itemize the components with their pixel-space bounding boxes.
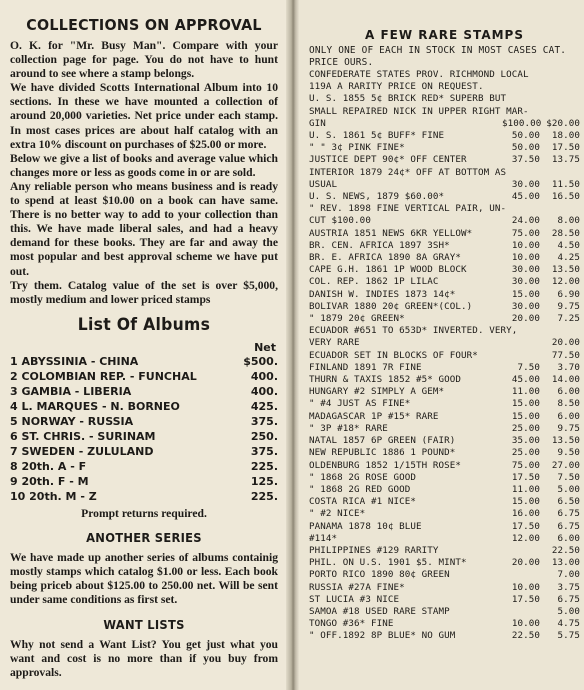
stamp-our-price: 8.50	[557, 398, 580, 410]
stamp-row	[309, 69, 580, 81]
stamp-our-price: 14.00	[551, 374, 580, 386]
stamp-description: OLDENBURG 1852 1/15TH ROSE*	[309, 459, 462, 471]
stamp-catalog-price: 15.00	[511, 410, 540, 422]
album-name: 3 GAMBIA - LIBERIA	[10, 384, 132, 398]
stamp-our-price: 9.75	[557, 300, 580, 312]
stamp-our-price: 28.50	[551, 227, 580, 239]
stamp-description: INTERIOR 1879 24¢* OFF AT BOTTOM AS	[309, 166, 507, 178]
stamp-our-price: 27.00	[551, 459, 580, 471]
stamp-row	[309, 337, 580, 349]
album-price: $500.	[243, 354, 278, 368]
stamp-description: " #2 NICE*	[309, 508, 366, 520]
prompt-note: Prompt returns required.	[81, 506, 207, 520]
stamp-list	[309, 69, 580, 643]
stamp-catalog-price: 30.00	[511, 264, 540, 276]
stamp-row	[309, 362, 580, 374]
stamp-row	[309, 130, 580, 142]
stamp-description: SAMOA #18 USED RARE STAMP	[309, 605, 450, 617]
stamp-description: " #4 JUST AS FINE*	[309, 398, 411, 410]
stamp-our-price: 3.70	[557, 361, 580, 373]
stamp-row	[309, 203, 580, 215]
stamp-our-price: 9.75	[557, 422, 580, 434]
stamp-catalog-price: 7.50	[517, 361, 540, 373]
collections-heading: COLLECTIONS ON APPROVAL	[26, 16, 262, 34]
album-row	[10, 384, 278, 399]
stamp-row	[309, 142, 580, 154]
stamp-our-price: 22.50	[551, 544, 580, 556]
stamp-catalog-price	[502, 569, 540, 581]
try-them-paragraph: Try them. Catalog value of the set is over $5,000, mostly medium and lower priced stamps	[10, 278, 278, 306]
stamp-catalog-price: 17.50	[511, 520, 540, 532]
stamp-row	[309, 594, 580, 606]
album-price: 225.	[250, 489, 278, 503]
stamp-our-price: 6.00	[557, 532, 580, 544]
stamp-description: BOLIVAR 1880 20¢ GREEN*(COL.)	[309, 300, 473, 312]
stamp-our-price: 7.25	[557, 313, 580, 325]
stamp-description: GIN	[309, 117, 326, 129]
stamp-catalog-price: 15.00	[511, 496, 540, 508]
stamp-our-price: 12.00	[551, 276, 580, 288]
stamp-catalog-price: 10.00	[511, 239, 540, 251]
stamp-catalog-price: 45.00	[511, 374, 540, 386]
album-name: 4 L. MARQUES - N. BORNEO	[10, 399, 180, 413]
stamp-description: PHIL. ON U.S. 1901 $5. MINT*	[309, 557, 467, 569]
stamp-catalog-price	[529, 69, 554, 81]
stamp-catalog-price: 10.00	[511, 581, 540, 593]
album-row	[10, 399, 278, 414]
stamp-our-price: 6.75	[557, 593, 580, 605]
stamp-description: " 1868 2G ROSE GOOD	[309, 471, 416, 483]
series-paragraph: We have made up another series of albums containig mostly stamps which catalog $1.00 or less. Each book being priceb about $125.00 to 250.00 net. Will be sent under same conditions as first set.	[10, 550, 278, 607]
stamp-description: PANAMA 1878 10¢ BLUE	[309, 520, 422, 532]
stamp-row	[309, 484, 580, 496]
stamp-our-price: 13.75	[551, 154, 580, 166]
stamp-our-price: 7.00	[557, 569, 580, 581]
stamp-our-price: 5.00	[557, 483, 580, 495]
albums-paragraph: We have divided Scotts International Album into 10 sections. In these we have mounted a collection of around 20,000 varieties. Net price under each stamp. In most cases prices are about half catalog with an extra 10% discount on purchases of $25.00 or more.	[10, 81, 278, 151]
stamp-description: FINLAND 1891 7R FINE	[309, 361, 422, 373]
stamp-row	[309, 533, 580, 545]
stamp-description: PHILIPPINES #129 RARITY	[309, 544, 439, 556]
stamp-row	[309, 240, 580, 252]
stamp-catalog-price: 10.00	[511, 252, 540, 264]
stamp-row	[309, 582, 580, 594]
left-page	[0, 0, 286, 690]
album-row	[10, 429, 278, 444]
stamp-catalog-price	[506, 203, 542, 215]
stamp-description: CAPE G.H. 1861 1P WOOD BLOCK	[309, 264, 467, 276]
stamp-description: VERY RARE	[309, 337, 360, 349]
album-price: 125.	[250, 474, 278, 488]
stamp-catalog-price: 20.00	[511, 557, 540, 569]
stamp-our-price: 77.50	[551, 349, 580, 361]
stamp-our-price: 13.50	[551, 435, 580, 447]
net-label: Net	[254, 340, 276, 354]
stamp-description: U. S. NEWS, 1879 $60.00*	[309, 191, 445, 203]
stamp-row	[309, 460, 580, 472]
album-price: 375.	[250, 414, 278, 428]
stamp-description: BR. E. AFRICA 1890 8A GRAY*	[309, 252, 462, 264]
stamp-row	[309, 557, 580, 569]
stamp-description: COSTA RICA #1 NICE*	[309, 496, 416, 508]
stamp-row	[309, 350, 580, 362]
stamp-row	[309, 386, 580, 398]
album-price: 400.	[250, 384, 278, 398]
albums-list	[10, 341, 278, 504]
stamp-row	[309, 411, 580, 423]
stamp-description: " 3P #18* RARE	[309, 422, 388, 434]
stamp-catalog-price: 25.00	[511, 447, 540, 459]
book-gutter	[286, 0, 299, 690]
stamp-our-price: 11.50	[551, 178, 580, 190]
stamp-our-price	[542, 203, 580, 215]
album-name: 9 20th. F - M	[10, 474, 89, 488]
stamp-catalog-price: 17.50	[511, 471, 540, 483]
stamp-row	[309, 374, 580, 386]
album-price: 225.	[250, 459, 278, 473]
stamp-catalog-price	[506, 93, 542, 105]
want-lists-heading: WANT LISTS	[103, 617, 185, 633]
stamp-our-price: 6.75	[557, 508, 580, 520]
stamp-row	[309, 398, 580, 410]
stamp-description: BR. CEN. AFRICA 1897 3SH*	[309, 239, 450, 251]
stamp-catalog-price	[517, 325, 548, 337]
stamp-our-price: 5.00	[557, 605, 580, 617]
album-price: 375.	[250, 444, 278, 458]
books-paragraph: Below we give a list of books and average value which changes more or less as goods come in or are sold.	[10, 151, 278, 179]
stamp-row	[309, 106, 580, 118]
album-name: 1 ABYSSINIA - CHINA	[10, 354, 139, 368]
stamp-row	[309, 252, 580, 264]
want-lists-paragraph: Why not send a Want List? You get just what you want and cost is no more than if you buy from approvals.	[10, 638, 278, 680]
stamp-row	[309, 472, 580, 484]
stamp-description: JUSTICE DEPT 90¢* OFF CENTER	[309, 154, 467, 166]
stamp-row	[309, 630, 580, 642]
rare-stamps-intro: ONLY ONE OF EACH IN STOCK IN MOST CASES CAT. PRICE OURS.	[309, 45, 567, 68]
stamp-our-price: 7.50	[557, 471, 580, 483]
stamp-our-price: 8.00	[557, 215, 580, 227]
stamp-our-price: 6.75	[557, 520, 580, 532]
stamp-our-price	[540, 81, 580, 93]
stamp-catalog-price: 16.00	[511, 508, 540, 520]
stamp-description: NEW REPUBLIC 1886 1 POUND*	[309, 447, 456, 459]
stamp-catalog-price: 50.00	[511, 142, 540, 154]
stamp-description: " OFF.1892 8P BLUE* NO GUM	[309, 630, 456, 642]
album-name: 8 20th. A - F	[10, 459, 87, 473]
stamp-catalog-price: 25.00	[511, 422, 540, 434]
stamp-row	[309, 325, 580, 337]
stamp-catalog-price: 45.00	[511, 191, 540, 203]
stamp-our-price: 17.50	[551, 142, 580, 154]
stamp-our-price: $20.00	[546, 117, 580, 129]
stamp-catalog-price: 15.00	[511, 398, 540, 410]
stamp-our-price: 16.50	[551, 191, 580, 203]
stamp-description: " REV. 1898 FINE VERTICAL PAIR, UN-	[309, 203, 507, 215]
stamp-description: MADAGASCAR 1P #15* RARE	[309, 410, 439, 422]
album-price: 400.	[250, 369, 278, 383]
stamp-catalog-price: 11.00	[511, 386, 540, 398]
stamp-description: RUSSIA #27A FINE*	[309, 581, 405, 593]
stamp-our-price: 4.25	[557, 252, 580, 264]
album-row	[10, 444, 278, 459]
intro-paragraph: O. K. for "Mr. Busy Man". Compare with your collection page for page. You do not have to hunt around to see where a stamp belongs.	[10, 39, 278, 81]
stamp-catalog-price: 15.00	[511, 288, 540, 300]
stamp-catalog-price	[502, 606, 540, 618]
stamp-our-price	[548, 325, 580, 337]
stamp-catalog-price: 50.00	[511, 130, 540, 142]
stamp-catalog-price: 10.00	[511, 618, 540, 630]
stamp-row	[309, 508, 580, 520]
stamp-row	[309, 264, 580, 276]
stamp-description: TONGO #36* FINE	[309, 618, 394, 630]
stamp-our-price	[554, 106, 580, 118]
stamp-catalog-price	[502, 337, 540, 349]
album-row	[10, 369, 278, 384]
stamp-our-price: 13.50	[551, 264, 580, 276]
stamp-row	[309, 167, 580, 179]
album-price: 425.	[250, 399, 278, 413]
stamp-description: AUSTRIA 1851 NEWS 6KR YELLOW*	[309, 227, 473, 239]
stamp-catalog-price: 37.50	[511, 154, 540, 166]
stamp-our-price: 5.75	[557, 630, 580, 642]
stamp-catalog-price	[502, 81, 540, 93]
stamp-row	[309, 423, 580, 435]
stamp-description: DANISH W. INDIES 1873 14¢*	[309, 288, 456, 300]
stamp-description: ECUADOR #651 TO 653D* INVERTED. VERY,	[309, 325, 518, 337]
stamp-our-price: 6.00	[557, 410, 580, 422]
stamp-our-price	[542, 93, 580, 105]
stamp-our-price: 18.00	[551, 130, 580, 142]
stamp-catalog-price: 35.00	[511, 435, 540, 447]
stamp-row	[309, 496, 580, 508]
stamp-row	[309, 154, 580, 166]
stamp-row	[309, 215, 580, 227]
album-row	[10, 459, 278, 474]
stamp-our-price: 4.75	[557, 618, 580, 630]
stamp-catalog-price: 30.00	[511, 178, 540, 190]
stamp-description: HUNGARY #2 SIMPLY A GEM*	[309, 386, 445, 398]
stamp-catalog-price: 75.00	[511, 227, 540, 239]
stamp-description: #114*	[309, 532, 338, 544]
stamp-our-price: 6.00	[557, 386, 580, 398]
albums-heading: List Of Albums	[77, 314, 211, 335]
stamp-description: " 1868 2G RED GOOD	[309, 483, 411, 495]
stamp-catalog-price	[506, 167, 542, 179]
stamp-our-price: 3.75	[557, 581, 580, 593]
stamp-row	[309, 618, 580, 630]
stamp-description: CONFEDERATE STATES PROV. RICHMOND LOCAL	[309, 69, 529, 80]
stamp-catalog-price: 30.00	[511, 300, 540, 312]
stamp-description: 119A A RARITY PRICE ON REQUEST.	[309, 81, 484, 93]
stamp-row	[309, 545, 580, 557]
stamp-row	[309, 276, 580, 288]
stamp-our-price: 13.00	[551, 557, 580, 569]
stamp-our-price: 20.00	[551, 337, 580, 349]
album-price: 250.	[250, 429, 278, 443]
stamp-our-price: 9.50	[557, 447, 580, 459]
stamp-description: " " 3¢ PINK FINE*	[309, 142, 405, 154]
album-name: 10 20th. M - Z	[10, 489, 97, 503]
series-heading: ANOTHER SERIES	[86, 529, 202, 545]
stamp-catalog-price: 24.00	[511, 215, 540, 227]
stamp-our-price	[554, 69, 580, 81]
stamp-row	[309, 606, 580, 618]
album-row	[10, 489, 278, 504]
stamp-row	[309, 179, 580, 191]
album-name: 2 COLOMBIAN REP. - FUNCHAL	[10, 369, 197, 383]
stamp-our-price: 4.50	[557, 239, 580, 251]
stamp-description: ECUADOR SET IN BLOCKS OF FOUR*	[309, 349, 478, 361]
stamp-row	[309, 301, 580, 313]
stamp-description: USUAL	[309, 178, 338, 190]
album-row	[10, 474, 278, 489]
stamp-our-price: 6.50	[557, 496, 580, 508]
stamp-catalog-price	[502, 545, 540, 557]
stamp-catalog-price: 20.00	[511, 313, 540, 325]
stamp-catalog-price: 12.00	[511, 532, 540, 544]
album-row	[10, 414, 278, 429]
stamp-row	[309, 313, 580, 325]
stamp-description: NATAL 1857 6P GREEN (FAIR)	[309, 435, 456, 447]
stamp-description: CUT $100.00	[309, 215, 371, 227]
stamp-row	[309, 289, 580, 301]
stamp-catalog-price: 17.50	[511, 593, 540, 605]
stamp-catalog-price: 22.50	[511, 630, 540, 642]
stamp-catalog-price: 11.00	[511, 483, 540, 495]
stamp-description: THURN & TAXIS 1852 #5* GOOD	[309, 374, 462, 386]
stamp-description: U. S. 1861 5¢ BUFF* FINE	[309, 130, 445, 142]
rare-stamps-heading: A FEW RARE STAMPS	[365, 28, 524, 42]
stamp-row	[309, 228, 580, 240]
stamp-row	[309, 435, 580, 447]
right-page	[299, 0, 584, 690]
stamp-row	[309, 118, 580, 130]
stamp-catalog-price	[502, 350, 540, 362]
stamp-description: " 1879 20¢ GREEN*	[309, 313, 405, 325]
stamp-description: ST LUCIA #3 NICE	[309, 593, 400, 605]
stamp-description: U. S. 1855 5¢ BRICK RED* SUPERB BUT	[309, 93, 507, 105]
stamp-row	[309, 569, 580, 581]
stamp-row	[309, 447, 580, 459]
stamp-catalog-price: $100.00	[502, 117, 542, 129]
stamp-row	[309, 521, 580, 533]
stamp-description: SMALL REPAIRED NICK IN UPPER RIGHT MAR-	[309, 105, 529, 117]
stamp-our-price	[542, 167, 580, 179]
album-row	[10, 354, 278, 369]
stamp-row	[309, 93, 580, 105]
album-name: 7 SWEDEN - ZULULAND	[10, 444, 154, 458]
stamp-our-price: 6.90	[557, 288, 580, 300]
stamp-row	[309, 191, 580, 203]
stamp-description: COL. REP. 1862 1P LILAC	[309, 276, 439, 288]
album-name: 6 ST. CHRIS. - SURINAM	[10, 429, 156, 443]
stamp-description: PORTO RICO 1890 80¢ GREEN	[309, 569, 450, 581]
stamp-row	[309, 81, 580, 93]
reliable-paragraph: Any reliable person who means business and is ready to spend at least $10.00 on a book can have same. There is no better way to add to your collection than this. We have made liberal sales, and had a heavy demand for these books. They are far and away the most popular and best approval scheme we have put out.	[10, 179, 278, 278]
stamp-catalog-price	[529, 106, 554, 118]
album-name: 5 NORWAY - RUSSIA	[10, 414, 134, 428]
stamp-catalog-price: 75.00	[511, 459, 540, 471]
stamp-catalog-price: 30.00	[511, 276, 540, 288]
